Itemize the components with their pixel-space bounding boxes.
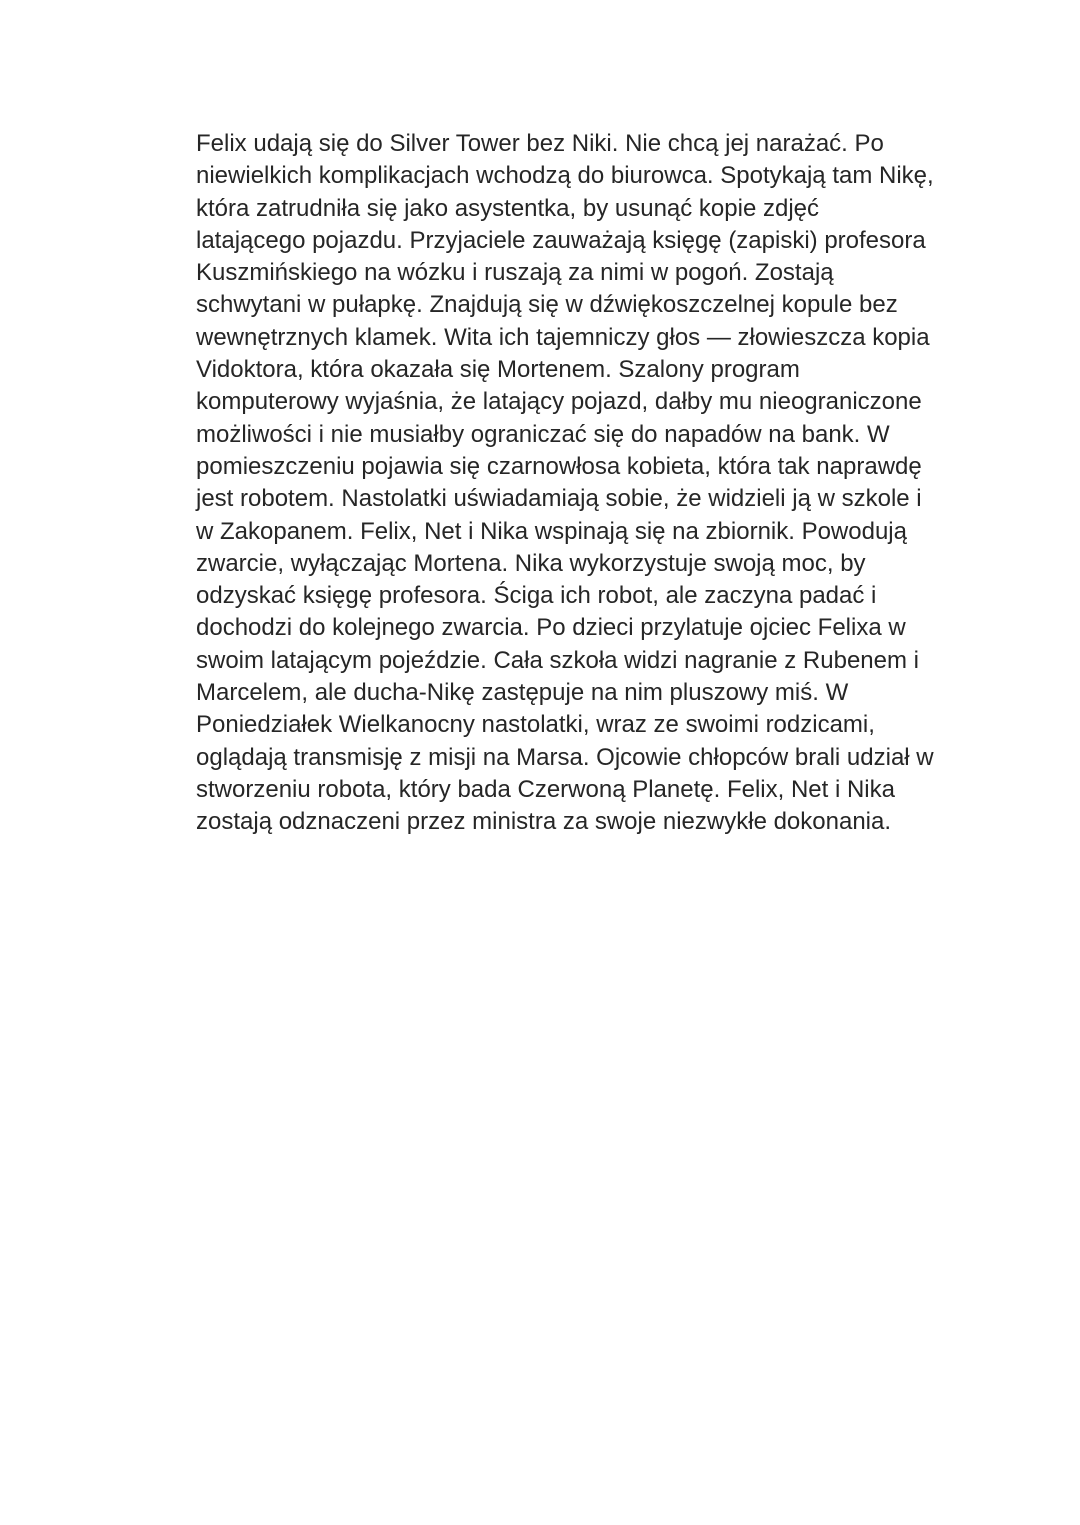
text-line: oglądają transmisję z misji na Marsa. Ojcowie chłopców brali udział w xyxy=(196,743,934,771)
body-paragraph xyxy=(196,128,976,839)
text-line: Felix udają się do Silver Tower bez Niki. Nie chcą jej narażać. Po xyxy=(196,130,884,157)
text-line: wewnętrznych klamek. Wita ich tajemniczy głos — złowieszcza kopia xyxy=(196,323,930,351)
text-line: zwarcie, wyłączając Mortena. Nika wykorzystuje swoją moc, by xyxy=(196,549,866,577)
text-line: Marcelem, ale ducha-Nikę zastępuje na nim pluszowy miś. W xyxy=(196,679,849,707)
text-line: swoim latającym pojeździe. Cała szkoła widzi nagranie z Rubenem i xyxy=(196,646,919,674)
text-line: odzyskać księgę profesora. Ściga ich robot, ale zaczyna padać i xyxy=(196,582,877,610)
text-line: niewielkich komplikacjach wchodzą do biurowca. Spotykają tam Nikę, xyxy=(196,162,934,190)
text-line: schwytani w pułapkę. Znajdują się w dźwiękoszczelnej kopule bez xyxy=(196,291,898,319)
text-line: możliwości i nie musiałby ograniczać się do napadów na bank. W xyxy=(196,420,890,448)
text-line: która zatrudniła się jako asystentka, by usunąć kopie zdjęć xyxy=(196,194,820,222)
text-line: pomieszczeniu pojawia się czarnowłosa kobieta, która tak naprawdę xyxy=(196,452,922,480)
text-line: Poniedziałek Wielkanocny nastolatki, wraz ze swoimi rodzicami, xyxy=(196,711,875,739)
text-line: w Zakopanem. Felix, Net i Nika wspinają się na zbiornik. Powodują xyxy=(196,517,907,545)
text-line: komputerowy wyjaśnia, że latający pojazd, dałby mu nieograniczone xyxy=(196,388,922,416)
text-line: Vidoktora, która okazała się Mortenem. Szalony program xyxy=(196,356,800,384)
text-line: Kuszmińskiego na wózku i ruszają za nimi w pogoń. Zostają xyxy=(196,259,834,287)
text-line: zostają odznaczeni przez ministra za swoje niezwykłe dokonania. xyxy=(196,808,892,836)
text-line: dochodzi do kolejnego zwarcia. Po dzieci przylatuje ojciec Felixa w xyxy=(196,614,906,642)
text-line: stworzeniu robota, który bada Czerwoną Planetę. Felix, Net i Nika xyxy=(196,775,895,803)
text-line: jest robotem. Nastolatki uświadamiają sobie, że widzieli ją w szkole i xyxy=(196,485,922,513)
text-line: latającego pojazdu. Przyjaciele zauważają księgę (zapiski) profesora xyxy=(196,226,926,254)
